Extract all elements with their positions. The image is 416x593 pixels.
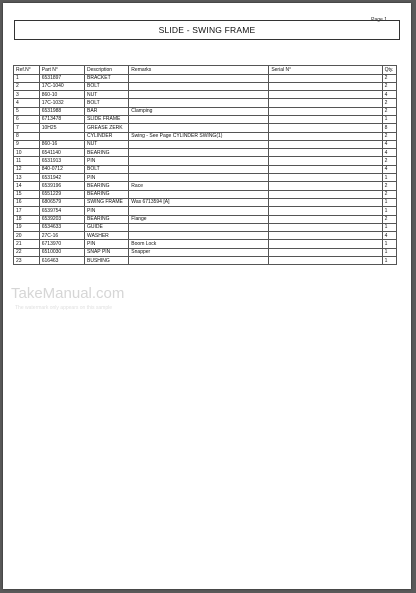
cell-qty: 2 xyxy=(382,215,396,223)
table-row xyxy=(14,124,397,132)
cell-remarks xyxy=(129,223,269,231)
cell-remarks xyxy=(129,165,269,173)
table-row xyxy=(14,157,397,165)
cell-serial xyxy=(269,82,382,90)
cell-part-number: 27C-16 xyxy=(39,232,84,240)
cell-ref: 16 xyxy=(14,198,40,206)
header-serial: Serial N° xyxy=(269,66,382,75)
cell-serial xyxy=(269,232,382,240)
cell-part-number: 6539196 xyxy=(39,182,84,190)
cell-qty: 4 xyxy=(382,232,396,240)
cell-ref: 18 xyxy=(14,215,40,223)
watermark-text: TakeManual.com xyxy=(11,285,125,302)
cell-ref: 11 xyxy=(14,157,40,165)
cell-qty: 4 xyxy=(382,91,396,99)
cell-description: SWING FRAME xyxy=(85,198,129,206)
cell-remarks xyxy=(129,115,269,123)
cell-part-number: 17C-1040 xyxy=(39,82,84,90)
table-row xyxy=(14,248,397,256)
cell-description: BOLT xyxy=(85,99,129,107)
cell-qty: 4 xyxy=(382,149,396,157)
cell-serial xyxy=(269,207,382,215)
cell-description: SNAP PIN xyxy=(85,248,129,256)
parts-table-body xyxy=(14,74,397,265)
cell-part-number: 616463 xyxy=(39,257,84,265)
cell-description: BUSHING xyxy=(85,257,129,265)
cell-ref: 17 xyxy=(14,207,40,215)
table-row xyxy=(14,198,397,206)
cell-part-number: 6510030 xyxy=(39,248,84,256)
cell-description: BEARING xyxy=(85,182,129,190)
cell-description: GREASE ZERK xyxy=(85,124,129,132)
cell-qty: 1 xyxy=(382,240,396,248)
table-row xyxy=(14,115,397,123)
table-row xyxy=(14,149,397,157)
cell-remarks xyxy=(129,232,269,240)
table-row xyxy=(14,174,397,182)
header-part: Part N° xyxy=(39,66,84,75)
table-row xyxy=(14,182,397,190)
table-row xyxy=(14,91,397,99)
cell-ref: 4 xyxy=(14,99,40,107)
cell-ref: 20 xyxy=(14,232,40,240)
cell-serial xyxy=(269,149,382,157)
header-qty: Qty. xyxy=(382,66,396,75)
cell-ref: 1 xyxy=(14,74,40,82)
table-row xyxy=(14,74,397,82)
cell-description: PIN xyxy=(85,174,129,182)
cell-part-number: 10H25 xyxy=(39,124,84,132)
cell-part-number: 6534633 xyxy=(39,223,84,231)
cell-description: NUT xyxy=(85,140,129,148)
cell-qty: 1 xyxy=(382,174,396,182)
header-description: Description xyxy=(85,66,129,75)
cell-serial xyxy=(269,165,382,173)
cell-serial xyxy=(269,107,382,115)
table-row xyxy=(14,140,397,148)
cell-ref: 6 xyxy=(14,115,40,123)
cell-serial xyxy=(269,115,382,123)
cell-part-number: 6539203 xyxy=(39,215,84,223)
cell-ref: 12 xyxy=(14,165,40,173)
cell-description: GUIDE xyxy=(85,223,129,231)
cell-description: BEARING xyxy=(85,215,129,223)
page-number: Page 1 xyxy=(371,17,387,23)
cell-remarks xyxy=(129,140,269,148)
cell-part-number: 6539754 xyxy=(39,207,84,215)
cell-serial xyxy=(269,248,382,256)
cell-qty: 1 xyxy=(382,248,396,256)
cell-description: PIN xyxy=(85,240,129,248)
cell-remarks: Snapper xyxy=(129,248,269,256)
cell-remarks xyxy=(129,157,269,165)
cell-description: BRACKET xyxy=(85,74,129,82)
cell-remarks: Swing - See Page CYLINDER SWING(1) xyxy=(129,132,269,140)
cell-remarks xyxy=(129,74,269,82)
cell-part-number: 6531942 xyxy=(39,174,84,182)
table-row xyxy=(14,232,397,240)
cell-serial xyxy=(269,223,382,231)
cell-description: NUT xyxy=(85,91,129,99)
cell-qty: 1 xyxy=(382,207,396,215)
cell-remarks xyxy=(129,190,269,198)
cell-ref: 19 xyxy=(14,223,40,231)
watermark-subtext: The watermark only appears on this sample xyxy=(15,305,112,311)
cell-remarks xyxy=(129,149,269,157)
cell-part-number: 6551229 xyxy=(39,190,84,198)
cell-ref: 23 xyxy=(14,257,40,265)
cell-part-number: 840-0712 xyxy=(39,165,84,173)
cell-description: BOLT xyxy=(85,82,129,90)
cell-ref: 10 xyxy=(14,149,40,157)
page-title: SLIDE - SWING FRAME xyxy=(158,25,256,35)
cell-serial xyxy=(269,99,382,107)
cell-part-number: 6541140 xyxy=(39,149,84,157)
header-ref: Ref.N° xyxy=(14,66,40,75)
document-page xyxy=(3,3,411,589)
cell-part-number: 6531897 xyxy=(39,74,84,82)
cell-remarks: Boom Lock xyxy=(129,240,269,248)
page-title-box xyxy=(14,20,400,40)
cell-serial xyxy=(269,157,382,165)
cell-remarks xyxy=(129,207,269,215)
cell-remarks xyxy=(129,91,269,99)
cell-qty: 4 xyxy=(382,165,396,173)
cell-ref: 22 xyxy=(14,248,40,256)
cell-description: SLIDE FRAME xyxy=(85,115,129,123)
cell-qty: 1 xyxy=(382,198,396,206)
cell-description: PIN xyxy=(85,207,129,215)
cell-description: BOLT xyxy=(85,165,129,173)
table-row xyxy=(14,165,397,173)
cell-qty: 2 xyxy=(382,82,396,90)
cell-remarks xyxy=(129,82,269,90)
cell-serial xyxy=(269,215,382,223)
cell-ref: 5 xyxy=(14,107,40,115)
table-row xyxy=(14,223,397,231)
cell-description: BAR xyxy=(85,107,129,115)
cell-part-number: 860-16 xyxy=(39,140,84,148)
cell-serial xyxy=(269,140,382,148)
cell-qty: 2 xyxy=(382,132,396,140)
cell-part-number xyxy=(39,132,84,140)
cell-remarks: Race xyxy=(129,182,269,190)
cell-qty: 2 xyxy=(382,182,396,190)
cell-serial xyxy=(269,132,382,140)
cell-qty: 4 xyxy=(382,140,396,148)
cell-description: WASHER xyxy=(85,232,129,240)
cell-qty: 2 xyxy=(382,157,396,165)
cell-part-number: 6806579 xyxy=(39,198,84,206)
cell-remarks: Flange xyxy=(129,215,269,223)
cell-serial xyxy=(269,74,382,82)
header-remarks: Remarks xyxy=(129,66,269,75)
table-row xyxy=(14,99,397,107)
cell-ref: 21 xyxy=(14,240,40,248)
cell-part-number: 6531913 xyxy=(39,157,84,165)
table-header-row xyxy=(14,66,397,75)
cell-part-number: 17C-1032 xyxy=(39,99,84,107)
cell-ref: 8 xyxy=(14,132,40,140)
parts-table xyxy=(13,65,397,265)
cell-serial xyxy=(269,182,382,190)
cell-remarks: Clamping xyxy=(129,107,269,115)
table-row xyxy=(14,257,397,265)
cell-qty: 1 xyxy=(382,223,396,231)
cell-serial xyxy=(269,124,382,132)
cell-ref: 9 xyxy=(14,140,40,148)
cell-part-number: 6531988 xyxy=(39,107,84,115)
cell-qty: 2 xyxy=(382,74,396,82)
table-row xyxy=(14,107,397,115)
table-row xyxy=(14,82,397,90)
cell-qty: 1 xyxy=(382,257,396,265)
cell-qty: 2 xyxy=(382,99,396,107)
cell-description: BEARING xyxy=(85,190,129,198)
cell-qty: 8 xyxy=(382,124,396,132)
cell-ref: 7 xyxy=(14,124,40,132)
cell-serial xyxy=(269,257,382,265)
cell-part-number: 860-10 xyxy=(39,91,84,99)
cell-serial xyxy=(269,240,382,248)
cell-qty: 2 xyxy=(382,190,396,198)
cell-serial xyxy=(269,91,382,99)
cell-ref: 13 xyxy=(14,174,40,182)
cell-serial xyxy=(269,198,382,206)
cell-remarks xyxy=(129,124,269,132)
cell-remarks xyxy=(129,99,269,107)
cell-description: CYLINDER xyxy=(85,132,129,140)
cell-ref: 14 xyxy=(14,182,40,190)
cell-ref: 15 xyxy=(14,190,40,198)
table-row xyxy=(14,240,397,248)
cell-remarks: Was 6713594 [A] xyxy=(129,198,269,206)
cell-remarks xyxy=(129,257,269,265)
cell-serial xyxy=(269,190,382,198)
table-row xyxy=(14,190,397,198)
cell-part-number: 6713970 xyxy=(39,240,84,248)
cell-part-number: 6713478 xyxy=(39,115,84,123)
cell-qty: 1 xyxy=(382,115,396,123)
table-row xyxy=(14,215,397,223)
cell-qty: 2 xyxy=(382,107,396,115)
cell-description: PIN xyxy=(85,157,129,165)
cell-ref: 2 xyxy=(14,82,40,90)
cell-ref: 3 xyxy=(14,91,40,99)
cell-serial xyxy=(269,174,382,182)
cell-description: BEARING xyxy=(85,149,129,157)
table-row xyxy=(14,207,397,215)
table-row xyxy=(14,132,397,140)
cell-remarks xyxy=(129,174,269,182)
